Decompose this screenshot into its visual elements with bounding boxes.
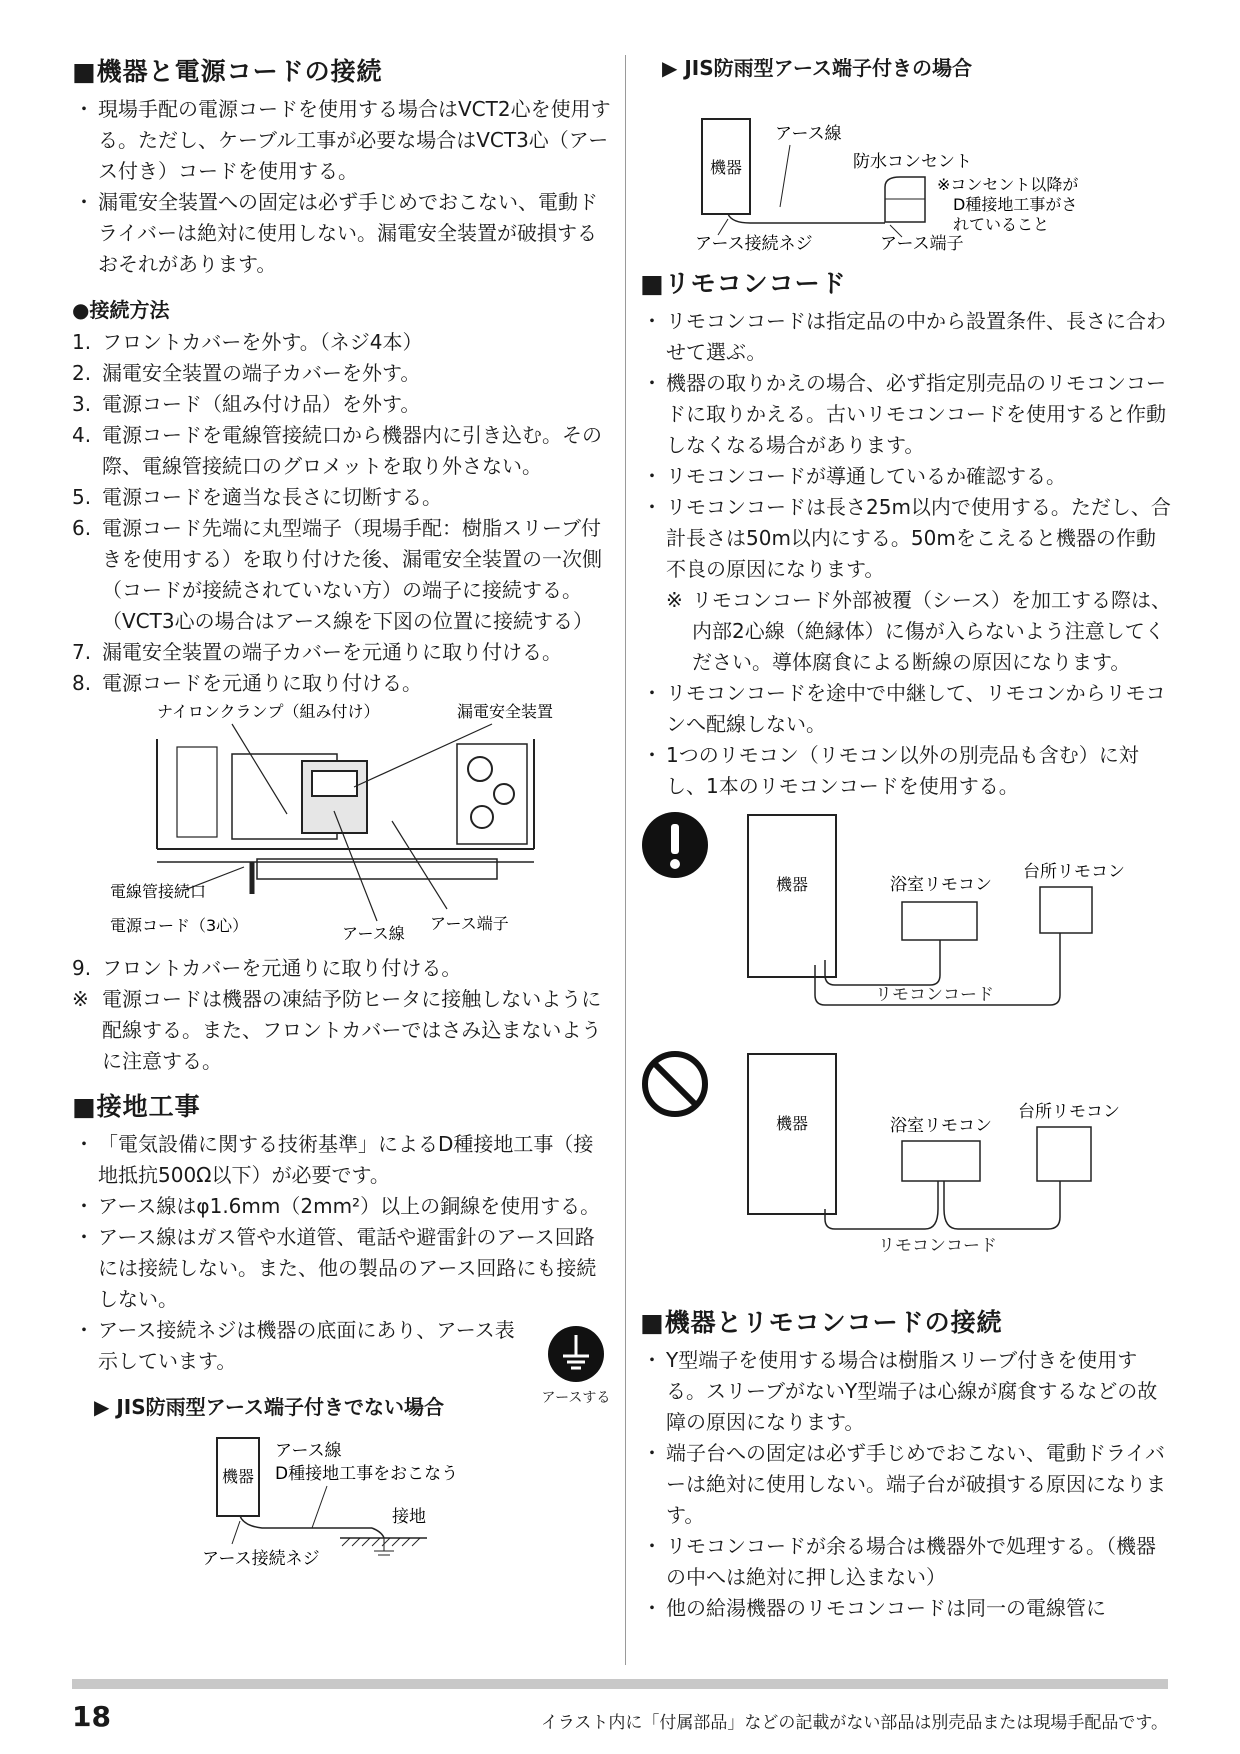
list-item: 1. フロントカバーを外す。（ネジ4本） [72, 330, 423, 354]
unit-interior-illustration [72, 699, 612, 949]
label-kitchen-remote: 台所リモコン [1023, 862, 1125, 882]
list-item: ・ Y型端子を使用する場合は樹脂スリーブ付きを使用する。スリーブがないY型端子は心線が腐食するなどの故障の原因になります。 [640, 1345, 1175, 1438]
list-item: 3. 電源コード（組み付け品）を外す。 [72, 392, 421, 416]
footer-bar [72, 1679, 1168, 1689]
label-unit: 機器 [775, 875, 809, 894]
list-item: ・ 漏電安全装置への固定は必ず手じめでおこない、電動ドライバーは絶対に使用しない。漏電安全装置が破損するおそれがあります。 [72, 187, 612, 280]
label-remote-cord: リモコンコード [878, 1236, 997, 1256]
left-column [72, 52, 612, 1580]
method-steps [72, 327, 612, 699]
list-item: ・ 他の給湯機器のリモコンコードは同一の電線管に [640, 1593, 1175, 1624]
list-item: 8. 電源コードを元通りに取り付ける。 [72, 671, 422, 695]
list-item: ・ アース接続ネジは機器の底面にあり、アース表示しています。 [72, 1315, 612, 1377]
power-cord-bullets [72, 94, 612, 280]
label-unit: 機器 [775, 1114, 809, 1133]
list-item: ・ アース線はφ1.6mm（2mm²）以上の銅線を使用する。 [72, 1191, 612, 1222]
label-outlet-note-3: れていること [953, 215, 1050, 234]
method-title: ●接続方法 [72, 298, 170, 322]
list-item: 9. フロントカバーを元通りに取り付ける。 [72, 956, 462, 980]
label-waterproof-outlet: 防水コンセント [853, 152, 972, 172]
label-earth-screw: アース接続ネジ [202, 1549, 320, 1569]
list-item: ・ アース線はガス管や水道管、電話や避雷針のアース回路には接続しない。また、他の製品のアース回路にも接続しない。 [72, 1222, 612, 1315]
section-title-unit-remote-connection: ■機器とリモコンコードの接続 [640, 1308, 1003, 1337]
sheath-note: ※ リモコンコード外部被覆（シース）を加工する際は、内部2心線（絶縁体）に傷が入らないよう注意してください。導体腐食による断線の原因になります。 [666, 588, 1171, 674]
earth-symbol [540, 1325, 612, 1407]
section-title-remote-cord: ■リモコンコード [640, 269, 847, 298]
right-column [640, 52, 1175, 1624]
label-earth-wire: アース線 [275, 1441, 342, 1461]
label-bath-remote: 浴室リモコン [890, 875, 992, 895]
subheading-jis: ▶ JIS防雨型アース端子付きの場合 [662, 56, 973, 80]
list-item: ・ リモコンコードは長さ25m以内で使用する。ただし、合計長さは50m以内にする。50mをこえると機器の作動不良の原因になります。 [640, 492, 1175, 585]
label-leak-device: 漏電安全装置 [457, 702, 554, 721]
section-title-grounding: ■接地工事 [72, 1092, 201, 1121]
list-item: ・ 機器の取りかえの場合、必ず指定別売品のリモコンコードに取りかえる。古いリモコンコードを使用すると作動しなくなる場合があります。 [640, 368, 1175, 461]
list-item: ・ 「電気設備に関する技術基準」によるD種接地工事（接地抵抗500Ω以下）が必要です。 [72, 1129, 612, 1191]
label-outlet-note-2: D種接地工事がさ [953, 195, 1078, 214]
grounding-diagram-no-jis [72, 1426, 612, 1576]
grounding-bullets [72, 1129, 612, 1406]
label-nylon-clamp: ナイロンクランプ（組み付け） [157, 702, 380, 721]
label-unit: 機器 [709, 158, 743, 177]
list-item: ・ 端子台への固定は必ず手じめでおこない、電動ドライバーは絶対に使用しない。端子台が破損する原因になります。 [640, 1438, 1175, 1531]
label-bath-remote: 浴室リモコン [890, 1116, 992, 1136]
grounding-diagram-jis [640, 87, 1175, 252]
list-item: ・ リモコンコードが余る場合は機器外で処理する。（機器の中へは絶対に押し込まない） [640, 1531, 1175, 1593]
label-ground: 接地 [392, 1507, 426, 1527]
label-earth-terminal: アース端子 [430, 914, 509, 933]
label-outlet-note-1: ※コンセント以降が [937, 175, 1079, 194]
page-number: 18 [72, 1700, 111, 1733]
wiring-diagram-prohibited [640, 1049, 1175, 1259]
earth-symbol-label: アースする [541, 1390, 611, 1406]
heater-note: ※ 電源コードは機器の凍結予防ヒータに接触しないように配線する。また、フロントカバーではさみ込まないように注意する。 [72, 987, 602, 1073]
list-item: ・ リモコンコードを途中で中継して、リモコンからリモコンへ配線しない。 [640, 678, 1175, 740]
list-item: ・ 現場手配の電源コードを使用する場合はVCT2心を使用する。ただし、ケーブル工事が必要な場合はVCT3心（アース付き）コードを使用する。 [72, 94, 612, 187]
label-earth-wire: アース線 [775, 124, 842, 144]
wiring-diagram-correct [640, 810, 1175, 1025]
label-conduit-port: 電線管接続口 [110, 882, 207, 901]
label-earth-wire: アース線 [342, 924, 405, 943]
list-item: ・ 1つのリモコン（リモコン以外の別売品も含む）に対し、1本のリモコンコードを使用する。 [640, 740, 1175, 802]
label-unit: 機器 [221, 1467, 255, 1486]
earth-icon [547, 1325, 605, 1383]
method-step-9 [72, 953, 612, 984]
label-earth-screw: アース接続ネジ [695, 234, 813, 252]
list-item: 6. 電源コード先端に丸型端子（現場手配：樹脂スリーブ付きを使用する）を取り付けた後、漏電安全装置の一次側（コードが接続されていない方）の端子に接続する。（VCT3心の場合はアース線を下図の位置に接続する） [72, 516, 602, 633]
column-divider [625, 55, 626, 1665]
section-title-power-cord: ■機器と電源コードの接続 [72, 57, 383, 86]
subheading-no-jis: ▶ JIS防雨型アース端子付きでない場合 [94, 1395, 445, 1419]
label-earth-terminal: アース端子 [880, 234, 964, 252]
label-power-cord: 電源コード（3心） [110, 916, 249, 935]
label-d-type-work: D種接地工事をおこなう [275, 1464, 459, 1484]
list-item: 5. 電源コードを適当な長さに切断する。 [72, 485, 442, 509]
unit-remote-connection-bullets [640, 1345, 1175, 1624]
list-item: 2. 漏電安全装置の端子カバーを外す。 [72, 361, 421, 385]
list-item: 4. 電源コードを電線管接続口から機器内に引き込む。その際、電線管接続口のグロメットを取り外さない。 [72, 423, 602, 478]
remote-cord-bullets-2 [640, 678, 1175, 802]
footer-note: イラスト内に「付属部品」などの記載がない部品は別売品または現場手配品です。 [540, 1713, 1168, 1733]
list-item: ・ リモコンコードは指定品の中から設置条件、長さに合わせて選ぶ。 [640, 306, 1175, 368]
list-item: ・ リモコンコードが導通しているか確認する。 [640, 461, 1175, 492]
label-remote-cord: リモコンコード [875, 985, 994, 1005]
list-item: 7. 漏電安全装置の端子カバーを元通りに取り付ける。 [72, 640, 562, 664]
label-kitchen-remote: 台所リモコン [1018, 1102, 1120, 1122]
remote-cord-bullets [640, 306, 1175, 585]
